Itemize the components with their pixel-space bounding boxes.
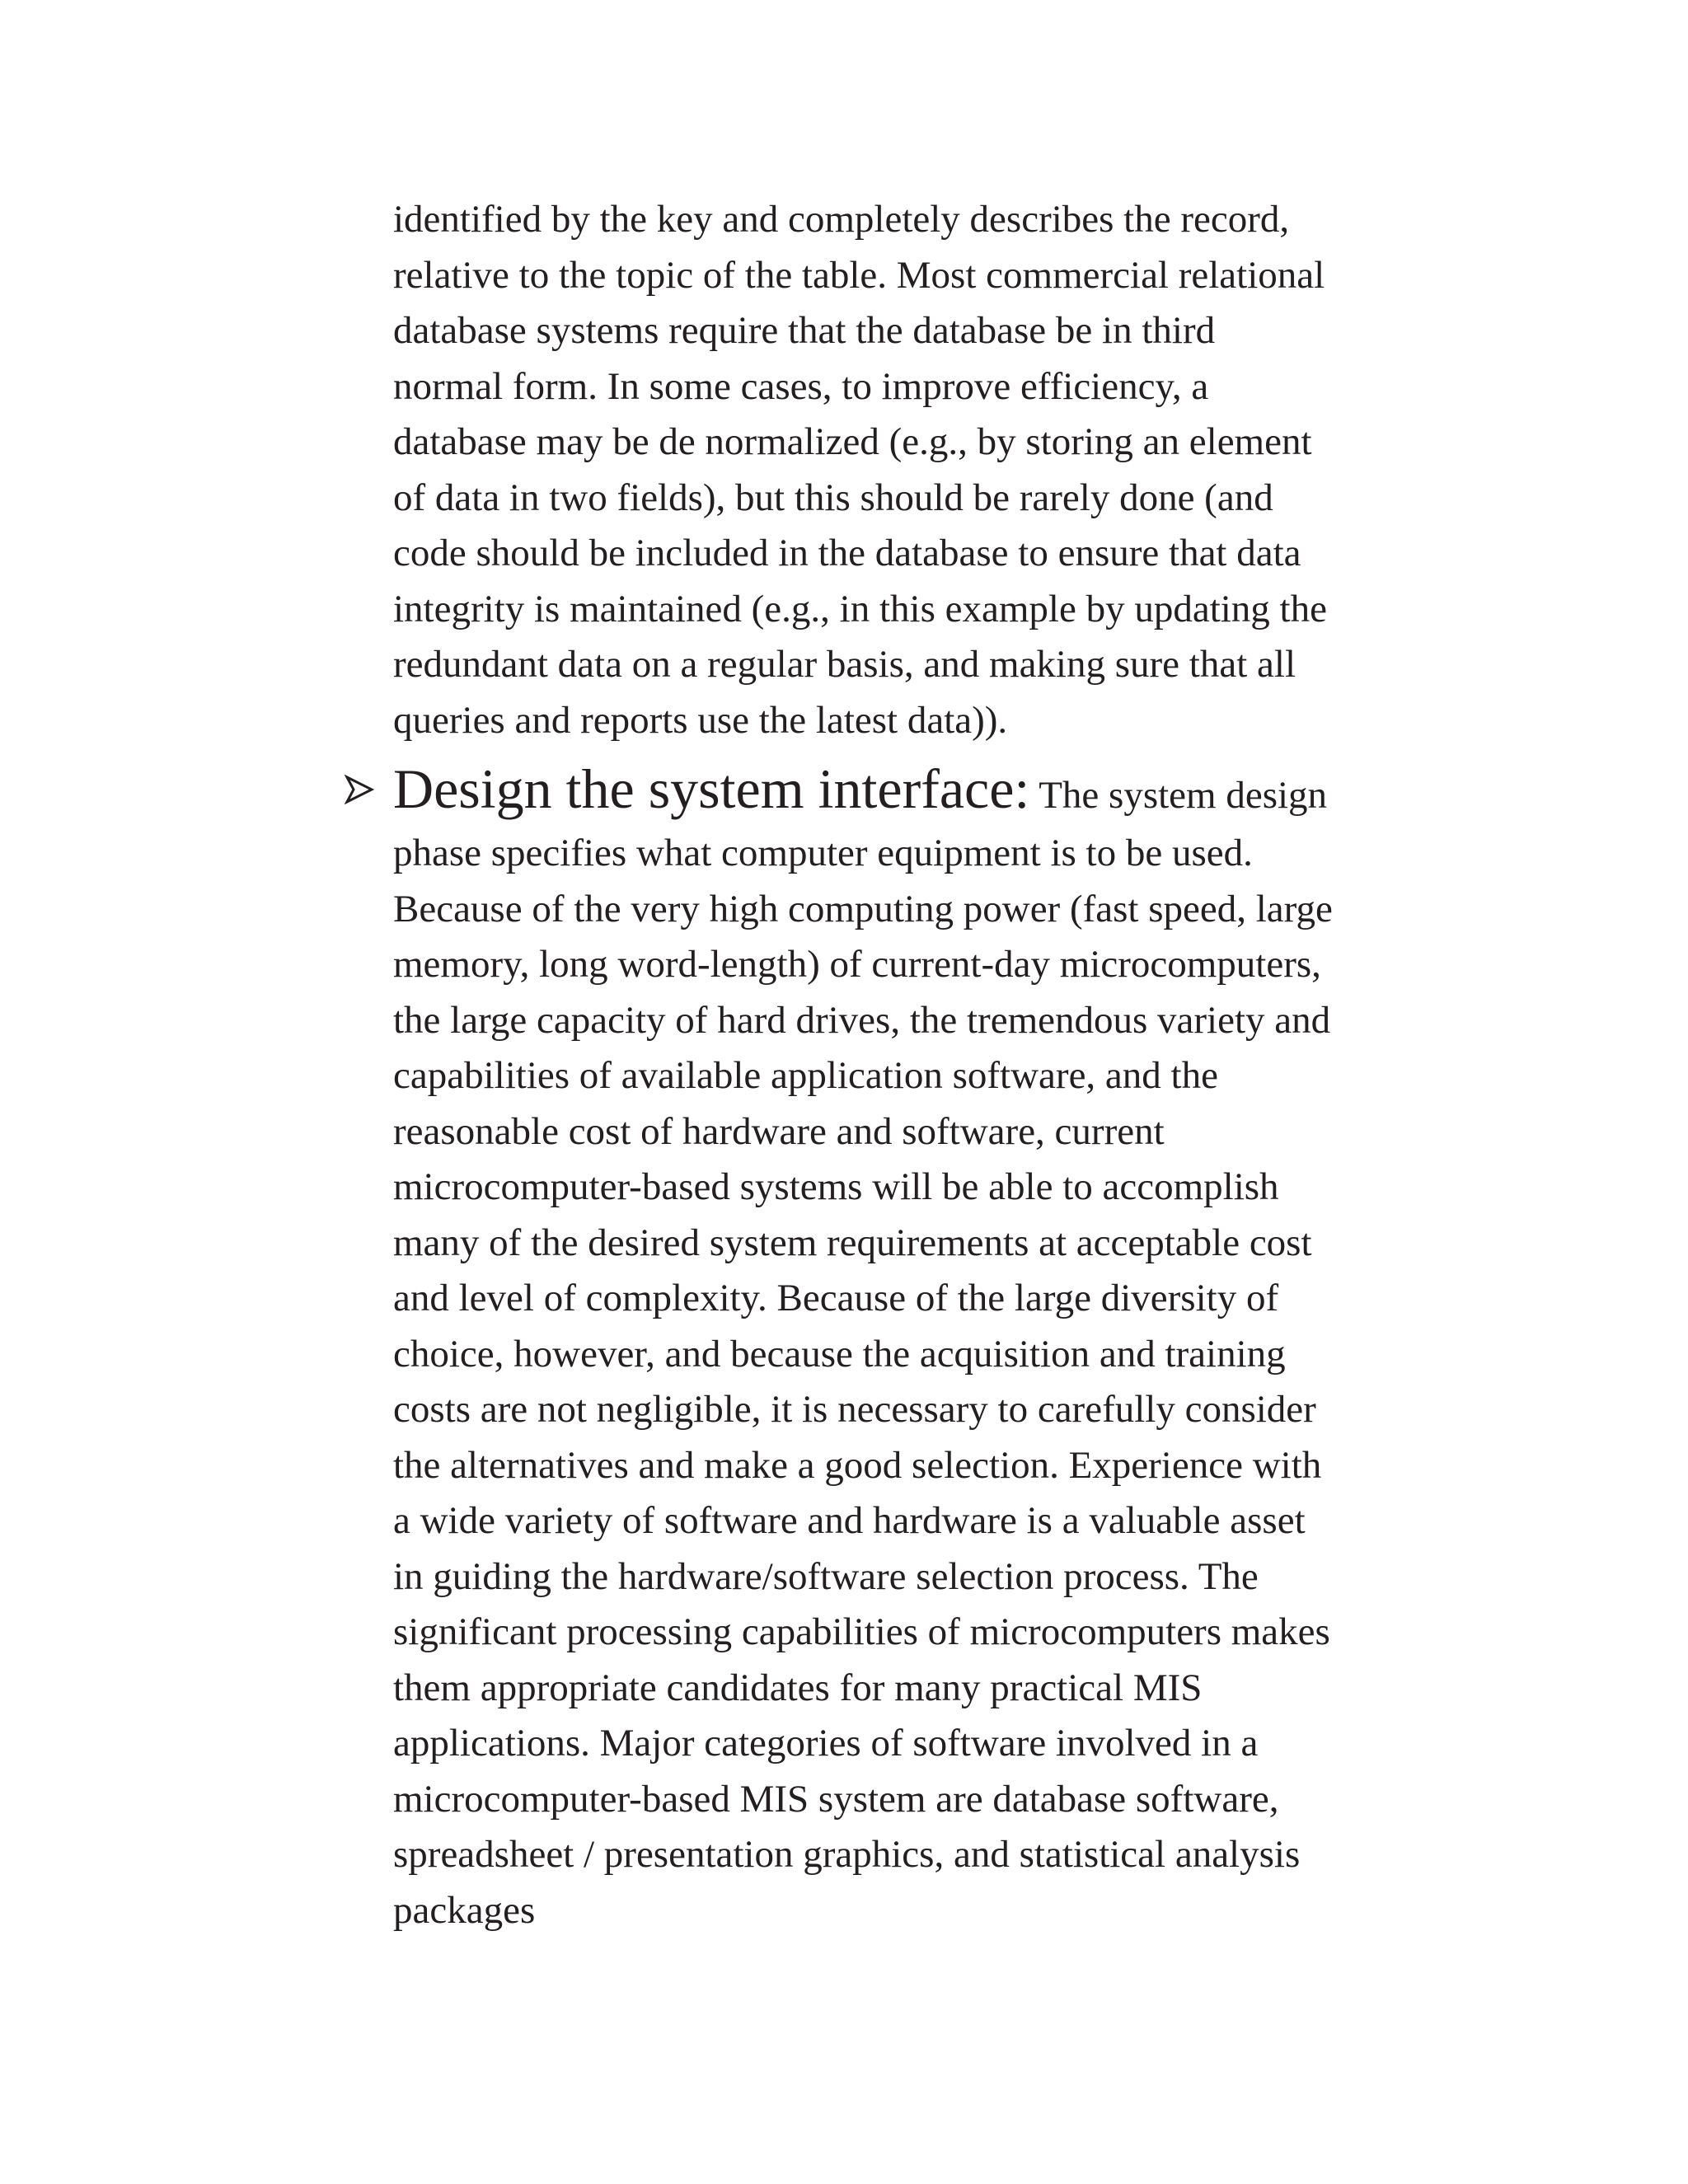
paragraph-line: database may be de normalized (e.g., by storing an element [393, 420, 1312, 463]
paragraph-line: code should be included in the database to ensure that data [393, 532, 1301, 574]
paragraph-line: queries and reports use the latest data)). [393, 698, 1008, 742]
bullet-line: capabilities of available application software, and the [393, 1054, 1218, 1097]
bullet-line: microcomputer-based systems will be able to accomplish [393, 1165, 1279, 1208]
bullet-line: reasonable cost of hardware and software, current [393, 1109, 1165, 1153]
paragraph-line: normal form. In some cases, to improve efficiency, a [393, 364, 1209, 408]
bullet-heading-line [393, 752, 1489, 826]
paragraph-line: identified by the key and completely describes the record, [393, 198, 1290, 241]
bullet-heading: Design the system interface: [393, 757, 1030, 820]
bullet-line: and level of complexity. Because of the large diversity of [393, 1277, 1279, 1319]
bullet-line: them appropriate candidates for many practical MIS [393, 1666, 1203, 1709]
paragraph-line: database systems require that the database be in third [393, 309, 1216, 352]
bullet-line: Because of the very high computing power (fast speed, large [393, 887, 1333, 930]
paragraph-line: of data in two fields), but this should be rarely done (and [393, 476, 1273, 519]
bullet-line: packages [393, 1888, 536, 1932]
bullet-body [393, 826, 1489, 1938]
bullet-line: costs are not negligible, it is necessary to carefully consider [393, 1388, 1316, 1431]
bullet-line: applications. Major categories of software involved in a [393, 1722, 1259, 1765]
bullet-line: microcomputer-based MIS system are database software, [393, 1777, 1279, 1821]
paragraph-continuation [393, 192, 1489, 748]
bullet-line: phase specifies what computer equipment is to be used. [393, 832, 1253, 874]
arrowhead-bullet-icon [345, 775, 374, 804]
bullet-line: spreadsheet / presentation graphics, and statistical analysis [393, 1833, 1301, 1876]
bullet-line: choice, however, and because the acquisition and training [393, 1332, 1286, 1376]
paragraph-line: integrity is maintained (e.g., in this example by updating the [393, 587, 1327, 630]
paragraph-line: redundant data on a regular basis, and making sure that all [393, 643, 1296, 686]
bullet-line: a wide variety of software and hardware is a valuable asset [393, 1499, 1306, 1542]
bullet-line: the large capacity of hard drives, the tremendous variety and [393, 998, 1331, 1042]
bullet-line: significant processing capabilities of microcomputers makes [393, 1610, 1330, 1653]
paragraph-line: relative to the topic of the table. Most commercial relational [393, 253, 1325, 297]
bullet-line: memory, long word-length) of current-day microcomputers, [393, 943, 1321, 986]
bullet-line: the alternatives and make a good selection. Experience with [393, 1443, 1322, 1487]
bullet-heading-tail: The system design [1029, 774, 1328, 817]
bullet-line: in guiding the hardware/software selection process. The [393, 1554, 1259, 1598]
bullet-line: many of the desired system requirements at acceptable cost [393, 1221, 1312, 1264]
